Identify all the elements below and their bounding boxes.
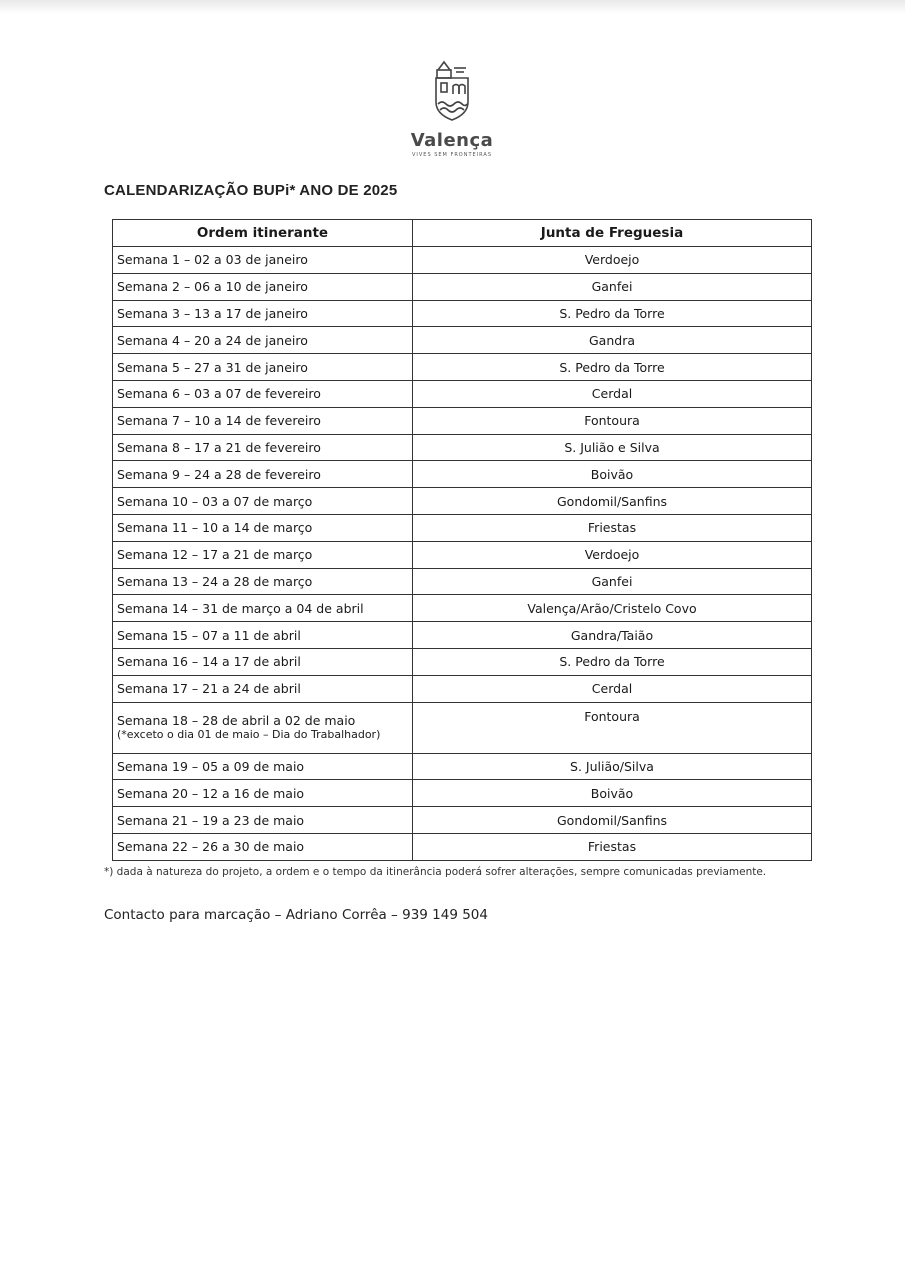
period-cell: Semana 9 – 24 a 28 de fevereiro [113, 461, 413, 488]
parish-cell: Cerdal [413, 675, 812, 702]
parish-cell: Valença/Arão/Cristelo Covo [413, 595, 812, 622]
table-row [113, 488, 812, 515]
valenca-logo [402, 60, 502, 158]
period-cell: Semana 1 – 02 a 03 de janeiro [113, 247, 413, 274]
table-row [113, 541, 812, 568]
period-cell [113, 702, 413, 753]
period-cell: Semana 15 – 07 a 11 de abril [113, 622, 413, 649]
footnote: *) dada à natureza do projeto, a ordem e o tempo da itinerância poderá sofrer alterações, sempre comunicadas previamente. [104, 866, 767, 878]
table-row [113, 514, 812, 541]
table-row [113, 354, 812, 381]
parish-cell: S. Pedro da Torre [413, 354, 812, 381]
parish-cell: Gondomil/Sanfins [413, 488, 812, 515]
parish-cell: Gandra [413, 327, 812, 354]
table-header-row [113, 220, 812, 247]
table-row [113, 675, 812, 702]
table-row [113, 300, 812, 327]
period-cell: Semana 7 – 10 a 14 de fevereiro [113, 407, 413, 434]
parish-cell: S. Pedro da Torre [413, 648, 812, 675]
table-row [113, 648, 812, 675]
logo-tagline: VIVES SEM FRONTEIRAS [411, 152, 493, 158]
parish-cell: S. Julião/Silva [413, 753, 812, 780]
period-cell: Semana 4 – 20 a 24 de janeiro [113, 327, 413, 354]
parish-cell: S. Pedro da Torre [413, 300, 812, 327]
table-row [113, 380, 812, 407]
parish-cell: Fontoura [413, 702, 812, 753]
table-row [113, 595, 812, 622]
table-row [113, 702, 812, 753]
parish-cell: Boivão [413, 461, 812, 488]
table-row [113, 407, 812, 434]
period-text: Semana 18 – 28 de abril a 02 de maio [117, 713, 356, 729]
table-row [113, 247, 812, 274]
period-cell: Semana 11 – 10 a 14 de março [113, 514, 413, 541]
period-cell: Semana 3 – 13 a 17 de janeiro [113, 300, 413, 327]
table-row [113, 753, 812, 780]
schedule-table [112, 219, 812, 861]
period-cell: Semana 14 – 31 de março a 04 de abril [113, 595, 413, 622]
parish-cell: Friestas [413, 833, 812, 860]
period-cell: Semana 8 – 17 a 21 de fevereiro [113, 434, 413, 461]
table-row [113, 434, 812, 461]
table-row [113, 273, 812, 300]
parish-cell: S. Julião e Silva [413, 434, 812, 461]
period-cell: Semana 2 – 06 a 10 de janeiro [113, 273, 413, 300]
period-cell: Semana 10 – 03 a 07 de março [113, 488, 413, 515]
parish-cell: Gandra/Taião [413, 622, 812, 649]
table-row [113, 622, 812, 649]
parish-cell: Boivão [413, 780, 812, 807]
table-row [113, 807, 812, 834]
table-row [113, 568, 812, 595]
period-cell: Semana 22 – 26 a 30 de maio [113, 833, 413, 860]
column-header-ordem: Ordem itinerante [113, 220, 413, 247]
contact-line: Contacto para marcação – Adriano Corrêa – 939 149 504 [104, 907, 488, 923]
period-cell: Semana 16 – 14 a 17 de abril [113, 648, 413, 675]
table-row [113, 327, 812, 354]
scan-shade [0, 0, 905, 14]
logo-wordmark: Valença [410, 130, 494, 151]
parish-cell: Cerdal [413, 380, 812, 407]
parish-cell: Fontoura [413, 407, 812, 434]
column-header-junta: Junta de Freguesia [413, 220, 812, 247]
period-cell: Semana 12 – 17 a 21 de março [113, 541, 413, 568]
period-cell: Semana 20 – 12 a 16 de maio [113, 780, 413, 807]
fortress-emblem-icon [432, 60, 472, 122]
parish-cell: Verdoejo [413, 247, 812, 274]
period-cell: Semana 5 – 27 a 31 de janeiro [113, 354, 413, 381]
parish-cell: Ganfei [413, 568, 812, 595]
table-row [113, 461, 812, 488]
period-note: (*exceto o dia 01 de maio – Dia do Trabalhador) [117, 728, 381, 742]
table-row [113, 780, 812, 807]
period-cell: Semana 6 – 03 a 07 de fevereiro [113, 380, 413, 407]
period-cell: Semana 21 – 19 a 23 de maio [113, 807, 413, 834]
parish-cell: Friestas [413, 514, 812, 541]
document-title: CALENDARIZAÇÃO BUPi* ANO DE 2025 [104, 182, 398, 199]
period-cell: Semana 17 – 21 a 24 de abril [113, 675, 413, 702]
table-row [113, 833, 812, 860]
period-cell: Semana 13 – 24 a 28 de março [113, 568, 413, 595]
parish-cell: Gondomil/Sanfins [413, 807, 812, 834]
period-cell: Semana 19 – 05 a 09 de maio [113, 753, 413, 780]
parish-cell: Verdoejo [413, 541, 812, 568]
parish-cell: Ganfei [413, 273, 812, 300]
